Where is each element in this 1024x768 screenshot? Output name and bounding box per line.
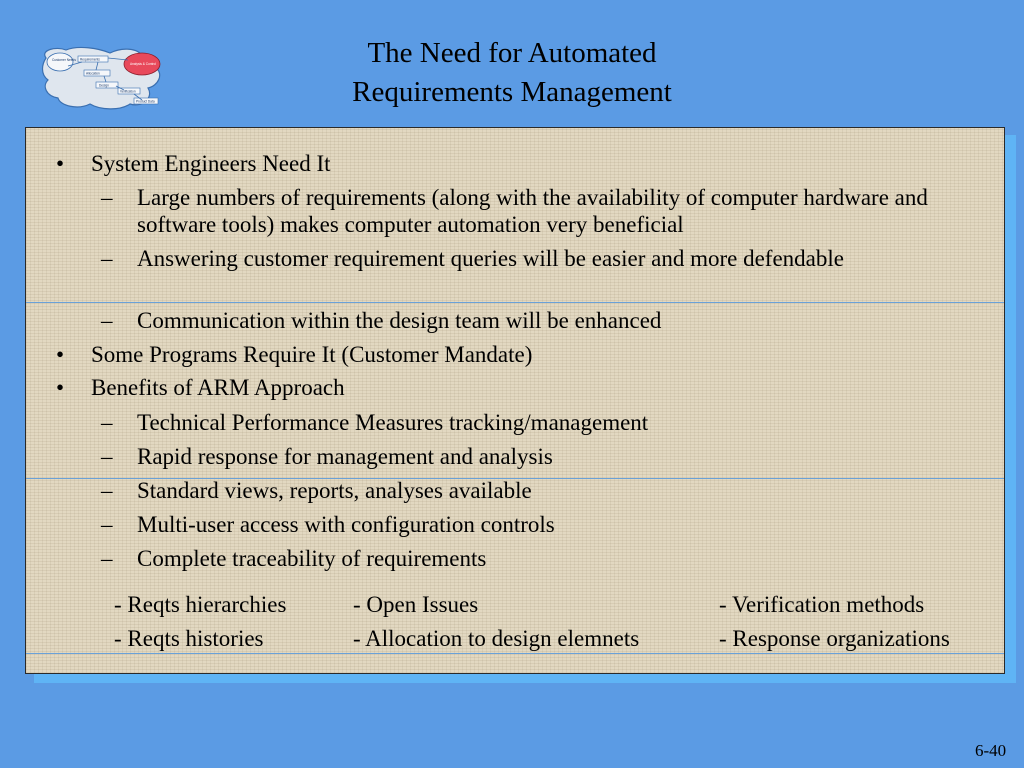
slide-title-line-1: The Need for Automated (367, 37, 657, 69)
content-box (25, 127, 1005, 674)
bullet-text: Some Programs Require It (Customer Mandate) (91, 342, 533, 367)
sub-bullet-text: Technical Performance Measures tracking/management (137, 410, 649, 435)
feature-item: - Reqts hierarchies (114, 592, 287, 617)
page-number: 6-40 (975, 741, 1007, 760)
feature-item: - Reqts histories (114, 626, 264, 651)
dash-marker: – (101, 185, 113, 210)
dash-marker: – (101, 478, 113, 503)
logo-label: Design (99, 83, 109, 88)
dash-marker: – (101, 410, 113, 435)
logo-label: Verification (120, 89, 136, 94)
feature-item: - Verification methods (719, 592, 925, 617)
sub-bullet-text: Multi-user access with configuration controls (137, 512, 555, 537)
feature-item: - Response organizations (719, 626, 950, 651)
logo-label: Product Data (136, 99, 155, 104)
logo-label: Customer Needs (52, 58, 76, 62)
divider-line (26, 302, 1004, 303)
bullet-text: System Engineers Need It (91, 151, 331, 176)
slide-title-line-2: Requirements Management (352, 76, 672, 108)
dash-marker: – (101, 546, 113, 571)
dash-marker: – (101, 512, 113, 537)
sub-bullet-text: Complete traceability of requirements (137, 546, 487, 571)
sub-bullet-text: Large numbers of requirements (along with the availability of computer hardware and software tools) makes computer automation very beneficial (137, 185, 928, 237)
slide-title (250, 34, 774, 112)
sub-bullet-text: Communication within the design team will be enhanced (137, 308, 662, 333)
bullet-marker: • (56, 151, 65, 176)
logo-label: Analysis & Control (130, 62, 157, 66)
sub-bullet-text: Rapid response for management and analysis (137, 444, 553, 469)
process-map-logo (38, 44, 168, 112)
logo-label: Requirements (80, 57, 100, 62)
feature-item: - Allocation to design elemnets (353, 626, 640, 651)
feature-column (353, 588, 639, 656)
bullet-marker: • (56, 342, 65, 367)
bullet-text: Benefits of ARM Approach (91, 375, 345, 400)
feature-column (719, 588, 950, 656)
feature-item: - Open Issues (353, 592, 479, 617)
dash-marker: – (101, 308, 113, 333)
sub-bullet-text: Answering customer requirement queries will be easier and more defendable (137, 246, 844, 271)
sub-bullet-text: Standard views, reports, analyses available (137, 478, 532, 503)
bullet-marker: • (56, 375, 65, 400)
feature-column (114, 588, 286, 656)
dash-marker: – (101, 444, 113, 469)
logo-label: Allocation (86, 71, 100, 76)
dash-marker: – (101, 246, 113, 271)
